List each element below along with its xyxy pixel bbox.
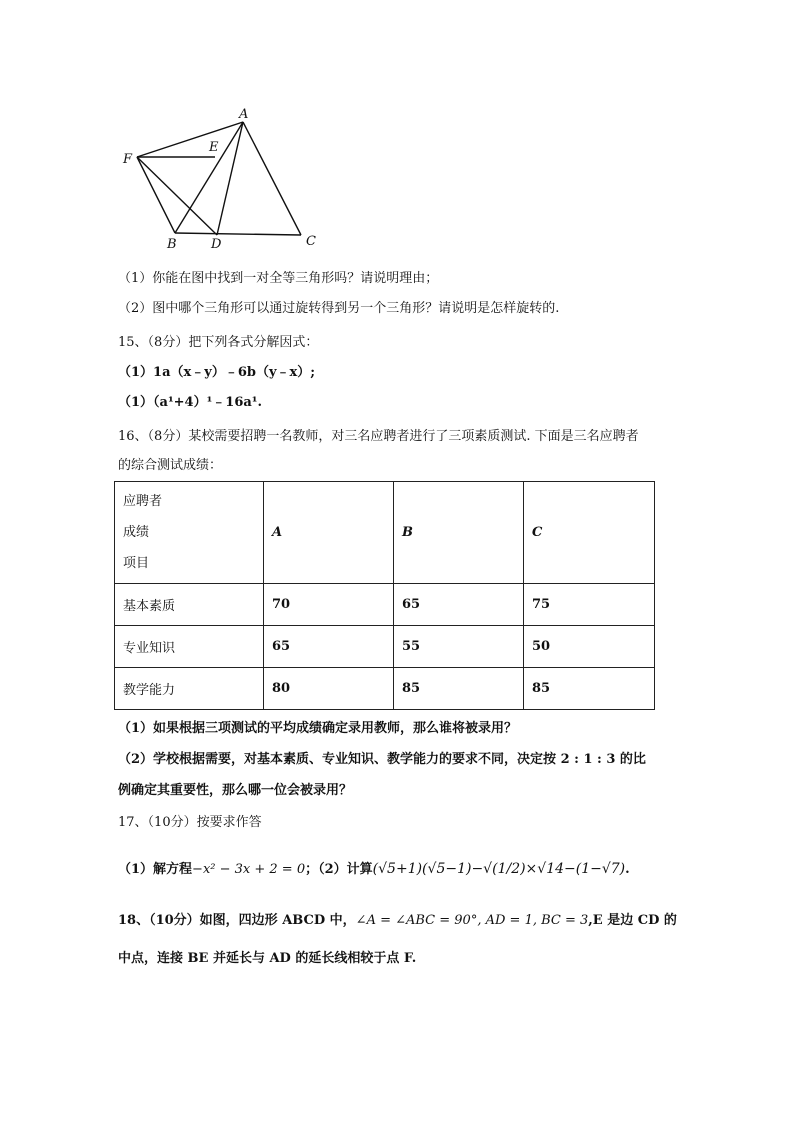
table-cell: 70: [264, 584, 394, 626]
segment-AB: [175, 122, 243, 233]
table-cell: 75: [524, 584, 655, 626]
q15-part2: （1）（a¹+4）¹﹣16a¹.: [118, 395, 263, 410]
table-cell: 55: [394, 626, 524, 668]
table-row: [115, 584, 655, 626]
q14-part1: （1）你能在图中找到一对全等三角形吗？请说明理由；: [118, 271, 439, 286]
segment-AC: [243, 122, 301, 235]
q18-line1: [118, 912, 677, 930]
q18-line2: 中点，连接 BE 并延长与 AD 的延长线相较于点 F.: [118, 951, 417, 966]
header-label-item: 项目: [123, 556, 150, 571]
segment-FD: [137, 157, 217, 235]
score-table: [114, 481, 655, 710]
table-cell: 85: [524, 668, 655, 710]
table-cell: 65: [264, 626, 394, 668]
q17-part1-prefix: （1）解方程: [118, 862, 193, 877]
point-label-E: E: [209, 140, 219, 155]
column-header-A: A: [264, 482, 394, 584]
point-label-F: F: [123, 152, 133, 167]
column-header-C: C: [524, 482, 655, 584]
q15-title: 15、（8分）把下列各式分解因式：: [118, 335, 319, 350]
table-cell: 85: [394, 668, 524, 710]
q15-part1: （1）1a（x﹣y）﹣6b（y﹣x）;: [118, 365, 316, 380]
triangle-figure: [115, 105, 335, 255]
table-row: [115, 626, 655, 668]
q17-part2-expression: (√5+1)(√5−1)−√(1/2)×√14−(1−√7): [372, 861, 626, 877]
point-label-D: D: [211, 237, 222, 252]
table-cell: 65: [394, 584, 524, 626]
q18-line1-suffix: ,E 是边 CD 的: [588, 913, 677, 928]
q14-part2: （2）图中哪个三角形可以通过旋转得到另一个三角形？请说明是怎样旋转的.: [118, 301, 560, 316]
table-row: [115, 668, 655, 710]
q17-end: .: [625, 862, 630, 877]
q16-title-line1: 16、（8分）某校需要招聘一名教师，对三名应聘者进行了三项素质测试. 下面是三名应聘者: [118, 429, 639, 444]
point-label-B: B: [167, 237, 177, 252]
table-cell: 50: [524, 626, 655, 668]
row-item: 教学能力: [115, 668, 264, 710]
q17-separator: ；: [305, 862, 319, 877]
point-label-C: C: [306, 234, 316, 249]
segment-FB: [137, 157, 175, 233]
column-header-B: B: [394, 482, 524, 584]
row-item: 专业知识: [115, 626, 264, 668]
segment-BC: [175, 233, 301, 235]
header-label-score: 成绩: [123, 525, 150, 540]
table-cell: 80: [264, 668, 394, 710]
header-label-cell: [115, 482, 264, 584]
q16-part2-line1: （2）学校根据需要，对基本素质、专业知识、教学能力的要求不同，决定按 2 : 1 : 3 的比: [118, 752, 646, 767]
q16-title-line2: 的综合测试成绩：: [118, 458, 223, 473]
segment-FA: [137, 122, 243, 157]
q16-part1: （1）如果根据三项测试的平均成绩确定录用教师，那么谁将被录用？: [118, 721, 518, 736]
header-label-applicant: 应聘者: [123, 494, 163, 509]
q17-part2-prefix: （2）计算: [318, 862, 373, 877]
segment-AD: [217, 122, 243, 235]
q18-line1-math: ∠A = ∠ABC = 90°, AD = 1, BC = 3: [355, 913, 589, 928]
table-header-row: [115, 482, 655, 584]
q18-line1-prefix: 18、（10分）如图，四边形 ABCD 中，: [118, 913, 356, 928]
row-item: 基本素质: [115, 584, 264, 626]
q17-title: 17、（10分）按要求作答: [118, 815, 262, 830]
point-label-A: A: [239, 107, 249, 122]
q17-parts: [118, 860, 630, 879]
q17-part1-equation: −x² − 3x + 2 = 0: [192, 862, 306, 877]
q16-part2-line2: 例确定其重要性，那么哪一位会被录用？: [118, 783, 353, 798]
